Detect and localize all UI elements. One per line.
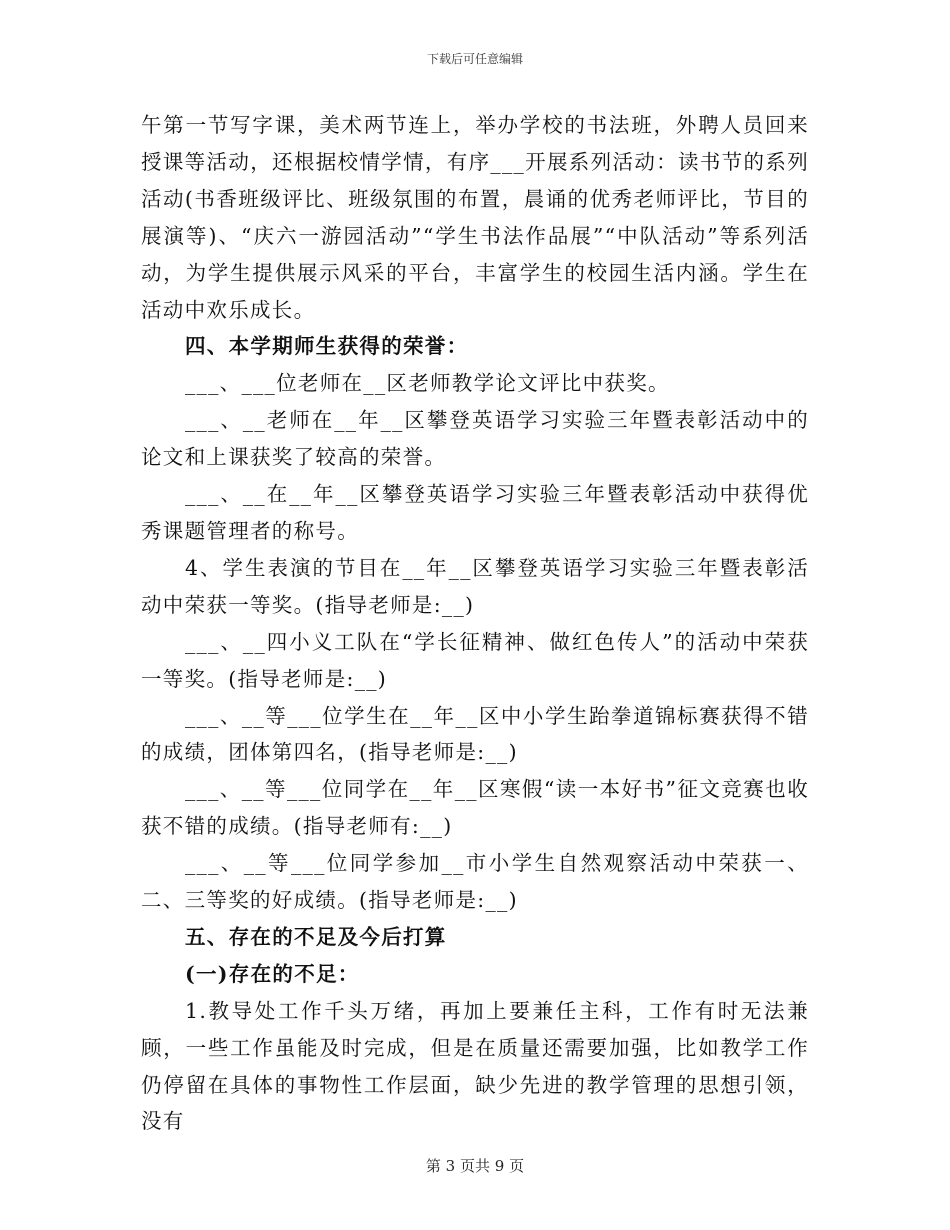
honor-item-2: ___、__老师在__年__区攀登英语学习实验三年暨表彰活动中的论文和上课获奖了较高的荣誉。 bbox=[141, 408, 809, 470]
page-header: 下载后可任意编辑 bbox=[426, 52, 523, 66]
subsection-heading-shortcomings: (一)存在的不足： bbox=[185, 961, 360, 986]
section-heading-honors: 四、本学期师生获得的荣誉： bbox=[185, 334, 469, 359]
honor-item-1: ___、___位老师在__区老师教学论文评比中获奖。 bbox=[185, 371, 670, 396]
honor-item-7: ___、__等___位同学在__年__区寒假“读一本好书”征文竞赛也收获不错的成绩。(指导老师有:__) bbox=[141, 777, 809, 839]
honor-item-8: ___、__等___位同学参加__市小学生自然观察活动中荣获一、二、三等奖的好成绩。(指导老师是:__) bbox=[141, 851, 809, 913]
document-body bbox=[141, 107, 809, 1140]
activities-paragraph: 午第一节写字课，美术两节连上，举办学校的书法班，外聘人员回来授课等活动，还根据校情学情，有序___开展系列活动：读书节的系列活动(书香班级评比、班级氛围的布置，晨诵的优秀老师评比，节目的展演等)、“庆六一游园活动”“学生书法作品展”“中队活动”等系列活动，为学生提供展示风采的平台，丰富学生的校园生活内涵。学生在活动中欢乐成长。 bbox=[141, 113, 809, 322]
honor-item-4: 4、学生表演的节目在__年__区攀登英语学习实验三年暨表彰活动中荣获一等奖。(指导老师是:__) bbox=[141, 555, 809, 617]
section-heading-shortcomings: 五、存在的不足及今后打算 bbox=[185, 924, 447, 949]
honor-item-3: ___、__在__年__区攀登英语学习实验三年暨表彰活动中获得优秀课题管理者的称号。 bbox=[141, 482, 809, 543]
honor-item-5: ___、__四小义工队在“学长征精神、做红色传人”的活动中荣获一等奖。(指导老师是:__) bbox=[141, 629, 809, 691]
page-number: 第 3 页共 9 页 bbox=[425, 1157, 525, 1175]
shortcoming-item-1: 1.教导处工作千头万绪，再加上要兼任主科，工作有时无法兼顾，一些工作虽能及时完成，但是在质量还需要加强，比如教学工作仍停留在具体的事物性工作层面，缺少先进的教学管理的思想引领，没有 bbox=[141, 998, 809, 1134]
honor-item-6: ___、__等___位学生在__年__区中小学生跆拳道锦标赛获得不错的成绩，团体第四名，(指导老师是:__) bbox=[141, 703, 809, 765]
